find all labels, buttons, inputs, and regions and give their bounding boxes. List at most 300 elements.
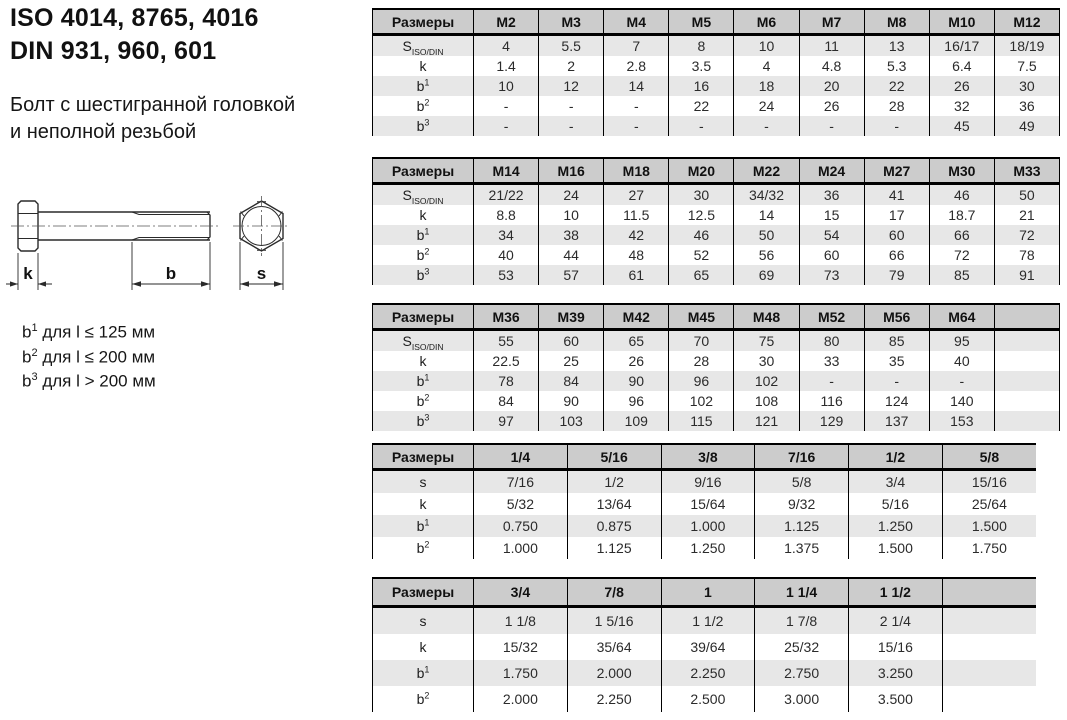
dim-value-cell: 27 [604,184,669,206]
table-row [373,391,1060,411]
row-label: $b^2$ [416,246,430,263]
dim-value-cell: 109 [604,411,669,431]
dim-value-cell: 3.5 [669,56,734,76]
dim-value-cell: 140 [929,391,994,411]
description-line-1: Болт с шестигранной головкой [10,94,296,116]
table-metric-m14-m33 [372,157,1060,285]
dim-value-cell: 39/64 [661,634,755,660]
dim-value-cell: 1 5/16 [567,607,661,635]
row-label: $b^1$ [416,77,430,94]
dim-value-cell: 1.000 [661,515,755,537]
dim-value-cell: 4 [734,56,799,76]
product-description [10,92,370,146]
dim-value-cell [942,686,1036,712]
dim-value-cell: - [669,116,734,136]
dim-value-cell: 121 [734,411,799,431]
dim-value-cell: 3.000 [755,686,849,712]
dim-value-cell: 13/64 [567,493,661,515]
size-col-header: M27 [864,158,929,184]
table-row [373,686,1037,712]
dim-value-cell [994,351,1059,371]
dimension-k [6,253,52,290]
table-row [373,96,1060,116]
size-col-header: M33 [994,158,1059,184]
size-col-header: 7/16 [755,444,849,470]
dim-value-cell: 11.5 [604,205,669,225]
row-label: k [419,207,427,223]
row-label: s [419,613,427,629]
row-label: k [419,639,427,655]
row-label: s [419,474,427,490]
size-col-header: M4 [604,9,669,35]
table-row [373,205,1060,225]
row-label: $b^1$ [416,517,430,534]
dim-value-cell: 137 [864,411,929,431]
dim-value-cell: 1 1/8 [474,607,568,635]
dim-value-cell: 11 [799,35,864,57]
dim-label-k: k [23,264,33,283]
dim-value-cell: 35 [864,351,929,371]
dim-value-cell: 5/32 [474,493,568,515]
dim-value-cell: 2.000 [567,660,661,686]
dim-value-cell: 80 [799,330,864,352]
dim-value-cell: 124 [864,391,929,411]
table-inch-small [372,443,1036,559]
dim-value-cell: 30 [669,184,734,206]
size-col-header: 5/8 [942,444,1036,470]
size-col-header: M12 [994,9,1059,35]
bolt-technical-drawing [5,192,305,306]
dim-value-cell: 0.875 [567,515,661,537]
dim-value-cell: 24 [539,184,604,206]
row-label: $b^3$ [416,266,430,283]
dim-value-cell: 57 [539,265,604,285]
size-col-header: M18 [604,158,669,184]
dim-value-cell: 4 [474,35,539,57]
size-col-header: M64 [929,304,994,330]
size-col-header: 1 [661,578,755,607]
dim-value-cell: 61 [604,265,669,285]
dim-value-cell: 12.5 [669,205,734,225]
size-col-header: 3/8 [661,444,755,470]
dim-value-cell: 73 [799,265,864,285]
dim-value-cell: 1.500 [849,537,943,559]
dim-value-cell: 65 [669,265,734,285]
header-row [373,578,1037,607]
row-label: $b^3$ [416,412,430,429]
size-col-header: M20 [669,158,734,184]
dim-value-cell: 56 [734,245,799,265]
dim-value-cell: 17 [864,205,929,225]
dim-value-cell: 1.375 [755,537,849,559]
size-col-header: M5 [669,9,734,35]
row-label: $b^1$ [416,372,430,389]
size-col-header: M48 [734,304,799,330]
row-label: $S_{ISO/DIN}$ [402,187,444,205]
dim-value-cell: 9/32 [755,493,849,515]
dim-value-cell: 102 [734,371,799,391]
dim-value-cell: 153 [929,411,994,431]
header-row [373,9,1060,35]
sizes-header-label: Размеры [373,578,474,607]
dim-value-cell: 90 [604,371,669,391]
header-row [373,444,1037,470]
size-col-header: M22 [734,158,799,184]
dim-value-cell: 66 [864,245,929,265]
dim-value-cell: 18/19 [994,35,1059,57]
dim-value-cell: 5/8 [755,470,849,494]
table-row [373,56,1060,76]
dim-value-cell: 15 [799,205,864,225]
table-row [373,371,1060,391]
row-label: $b^2$ [416,392,430,409]
dim-value-cell [942,607,1036,635]
dim-value-cell: 2.250 [567,686,661,712]
table-row [373,184,1060,206]
table-row [373,35,1060,57]
row-label: k [419,353,427,369]
size-col-header: M42 [604,304,669,330]
size-col-header [994,304,1059,330]
dim-value-cell: 91 [994,265,1059,285]
dim-value-cell: 70 [669,330,734,352]
table-inch-large [372,577,1036,712]
dim-value-cell: - [864,371,929,391]
dim-value-cell: 40 [929,351,994,371]
dim-value-cell: 24 [734,96,799,116]
dim-value-cell: 84 [474,391,539,411]
dim-value-cell: 54 [799,225,864,245]
size-col-header: M52 [799,304,864,330]
dim-value-cell: 14 [734,205,799,225]
size-col-header: M3 [539,9,604,35]
dim-value-cell: - [734,116,799,136]
dim-value-cell: 2 [539,56,604,76]
table-row [373,76,1060,96]
centerline-end [233,196,290,256]
dim-value-cell: 1.500 [942,515,1036,537]
size-col-header [942,578,1036,607]
dim-value-cell: 26 [929,76,994,96]
size-col-header: M30 [929,158,994,184]
dim-value-cell: 1 1/2 [661,607,755,635]
dim-value-cell: 66 [929,225,994,245]
dim-value-cell: 3/4 [849,470,943,494]
dim-value-cell [994,371,1059,391]
dim-value-cell: 60 [799,245,864,265]
dim-value-cell: 5.5 [539,35,604,57]
dim-value-cell: 52 [669,245,734,265]
size-col-header: 7/8 [567,578,661,607]
dim-value-cell: 50 [994,184,1059,206]
din-standards-line: DIN 931, 960, 601 [10,37,217,65]
dimension-table-metric-m14-m33 [372,157,1060,285]
dim-value-cell: 20 [799,76,864,96]
size-col-header: 1/2 [849,444,943,470]
iso-standards-line: ISO 4014, 8765, 4016 [10,4,259,32]
dim-value-cell: - [539,96,604,116]
dim-value-cell: 22 [864,76,929,96]
dim-value-cell [994,411,1059,431]
dim-value-cell: 18 [734,76,799,96]
table-row [373,411,1060,431]
standard-title [10,2,370,68]
dim-value-cell: - [604,116,669,136]
dim-value-cell: 65 [604,330,669,352]
dimension-table-inch-threequarters-to-oneandhalf [372,577,1036,712]
dimension-table-inch-quarter-to-fiveeighths [372,443,1036,559]
dim-value-cell: - [929,371,994,391]
dim-value-cell: 25 [539,351,604,371]
size-col-header: M7 [799,9,864,35]
size-col-header: M6 [734,9,799,35]
table-row [373,265,1060,285]
dim-value-cell: 96 [669,371,734,391]
dim-value-cell: 1/2 [567,470,661,494]
dim-value-cell: 49 [994,116,1059,136]
dim-value-cell: 53 [474,265,539,285]
sizes-header-label: Размеры [373,444,474,470]
size-col-header: M8 [864,9,929,35]
dim-value-cell [942,634,1036,660]
dim-value-cell: 1.4 [474,56,539,76]
dim-value-cell: 1.250 [849,515,943,537]
dim-value-cell: 1.750 [942,537,1036,559]
dim-value-cell: 115 [669,411,734,431]
dim-value-cell: 3.250 [849,660,943,686]
dim-value-cell: 46 [929,184,994,206]
dim-value-cell: 7/16 [474,470,568,494]
table-row [373,245,1060,265]
footnote-b1: $b^1$ для l ≤ 125 мм [22,322,156,342]
table-row [373,537,1037,559]
size-col-header: 1 1/4 [755,578,849,607]
table-row [373,330,1060,352]
row-label: $b^3$ [416,117,430,134]
dim-value-cell: 60 [539,330,604,352]
table-row [373,607,1037,635]
dim-value-cell: 1.750 [474,660,568,686]
dim-value-cell: 6.4 [929,56,994,76]
dim-value-cell: 36 [994,96,1059,116]
dim-value-cell: 26 [799,96,864,116]
size-col-header: M24 [799,158,864,184]
size-col-header: M2 [474,9,539,35]
dim-value-cell: - [474,116,539,136]
dim-value-cell: 50 [734,225,799,245]
dim-value-cell: 72 [994,225,1059,245]
row-label: $b^2$ [416,690,430,707]
dim-value-cell: 116 [799,391,864,411]
dim-value-cell: 95 [929,330,994,352]
dim-value-cell [994,391,1059,411]
dim-value-cell: 84 [539,371,604,391]
dim-value-cell: 5.3 [864,56,929,76]
dim-label-b: b [165,264,177,283]
footnote-b2: $b^2$ для l ≤ 200 мм [22,346,156,367]
dim-value-cell: - [604,96,669,116]
dim-value-cell: 46 [669,225,734,245]
table-row [373,351,1060,371]
row-label: $b^2$ [416,97,430,114]
dim-value-cell: - [799,116,864,136]
info-panel [10,2,370,146]
dim-value-cell: 55 [474,330,539,352]
size-col-header: M45 [669,304,734,330]
dim-value-cell: 10 [734,35,799,57]
dim-value-cell: 14 [604,76,669,96]
dim-value-cell: 8 [669,35,734,57]
dim-value-cell: 2.8 [604,56,669,76]
size-col-header: 1/4 [474,444,568,470]
sizes-header-label: Размеры [373,304,474,330]
table-row [373,515,1037,537]
dim-value-cell: 30 [994,76,1059,96]
dim-value-cell: 129 [799,411,864,431]
header-row [373,304,1060,330]
dim-value-cell: 85 [864,330,929,352]
dim-value-cell: 28 [669,351,734,371]
dim-value-cell: 15/16 [849,634,943,660]
size-col-header: M14 [474,158,539,184]
dim-value-cell: 69 [734,265,799,285]
dimension-table-metric-m2-m12 [372,8,1060,136]
dim-value-cell: 44 [539,245,604,265]
header-row [373,158,1060,184]
dim-value-cell: 15/32 [474,634,568,660]
dim-value-cell: 22.5 [474,351,539,371]
dim-value-cell: 21/22 [474,184,539,206]
dim-value-cell: 32 [929,96,994,116]
footnote-b3: $b^3$ для l > 200 мм [22,371,156,391]
table-row [373,660,1037,686]
dim-value-cell: 26 [604,351,669,371]
dim-value-cell: 85 [929,265,994,285]
dim-value-cell: 45 [929,116,994,136]
dim-value-cell: 108 [734,391,799,411]
table-row [373,225,1060,245]
thread-length-footnotes [22,318,156,392]
row-label: $b^2$ [416,539,430,556]
size-col-header: 3/4 [474,578,568,607]
dim-value-cell: 90 [539,391,604,411]
dim-value-cell: 78 [994,245,1059,265]
dim-value-cell [994,330,1059,352]
dim-value-cell: - [539,116,604,136]
dim-value-cell: 41 [864,184,929,206]
dim-value-cell: 42 [604,225,669,245]
dim-value-cell: 102 [669,391,734,411]
size-col-header: 1 1/2 [849,578,943,607]
description-line-2: и неполной резьбой [10,121,197,143]
dim-value-cell: 22 [669,96,734,116]
dim-value-cell: 9/16 [661,470,755,494]
dim-value-cell: 72 [929,245,994,265]
dim-value-cell: 1.250 [661,537,755,559]
dim-value-cell: 36 [799,184,864,206]
dim-value-cell: 25/32 [755,634,849,660]
dim-value-cell: 12 [539,76,604,96]
dim-value-cell: 8.8 [474,205,539,225]
dim-value-cell: 4.8 [799,56,864,76]
dim-value-cell: 3.500 [849,686,943,712]
dim-value-cell: 34/32 [734,184,799,206]
dim-value-cell: 10 [539,205,604,225]
size-col-header: M56 [864,304,929,330]
size-col-header: M16 [539,158,604,184]
dim-value-cell: 18.7 [929,205,994,225]
dim-value-cell: 75 [734,330,799,352]
row-label: k [419,58,427,74]
dim-value-cell: - [864,116,929,136]
row-label: $S_{ISO/DIN}$ [402,38,444,56]
dim-value-cell: 48 [604,245,669,265]
dim-value-cell: 2.500 [661,686,755,712]
dim-value-cell: 7 [604,35,669,57]
dim-value-cell: 34 [474,225,539,245]
dim-value-cell: - [474,96,539,116]
row-label: k [419,496,427,512]
dim-value-cell: 2 1/4 [849,607,943,635]
dim-value-cell: 103 [539,411,604,431]
dim-value-cell: 21 [994,205,1059,225]
sizes-header-label: Размеры [373,158,474,184]
dim-value-cell: 1 7/8 [755,607,849,635]
dim-value-cell: 40 [474,245,539,265]
dim-value-cell: 7.5 [994,56,1059,76]
table-metric-m2-m12 [372,8,1060,136]
dim-value-cell: 15/64 [661,493,755,515]
dim-value-cell: 97 [474,411,539,431]
dim-value-cell: 96 [604,391,669,411]
dim-value-cell: 15/16 [942,470,1036,494]
dim-value-cell: 28 [864,96,929,116]
table-row [373,493,1037,515]
size-col-header: M36 [474,304,539,330]
dim-value-cell: 30 [734,351,799,371]
table-row [373,116,1060,136]
row-label: $S_{ISO/DIN}$ [402,333,444,351]
dim-value-cell: 79 [864,265,929,285]
table-row [373,470,1037,494]
dim-value-cell: 16 [669,76,734,96]
size-col-header: M10 [929,9,994,35]
dim-label-s: s [256,264,267,283]
dim-value-cell: 16/17 [929,35,994,57]
dimension-table-metric-m36-m64 [372,303,1060,431]
dim-value-cell: 2.000 [474,686,568,712]
dim-value-cell: 2.250 [661,660,755,686]
size-col-header: M39 [539,304,604,330]
sizes-header-label: Размеры [373,9,474,35]
dim-value-cell: - [799,371,864,391]
dim-value-cell: 1.125 [567,537,661,559]
table-metric-m36-m64 [372,303,1060,431]
row-label: $b^1$ [416,226,430,243]
dim-value-cell: 13 [864,35,929,57]
dim-value-cell: 60 [864,225,929,245]
dim-value-cell: 1.000 [474,537,568,559]
table-row [373,634,1037,660]
row-label: $b^1$ [416,664,430,681]
dim-value-cell: 10 [474,76,539,96]
dim-value-cell: 2.750 [755,660,849,686]
dim-value-cell: 25/64 [942,493,1036,515]
dim-value-cell: 78 [474,371,539,391]
dim-value-cell: 5/16 [849,493,943,515]
dim-value-cell [942,660,1036,686]
dim-value-cell: 35/64 [567,634,661,660]
